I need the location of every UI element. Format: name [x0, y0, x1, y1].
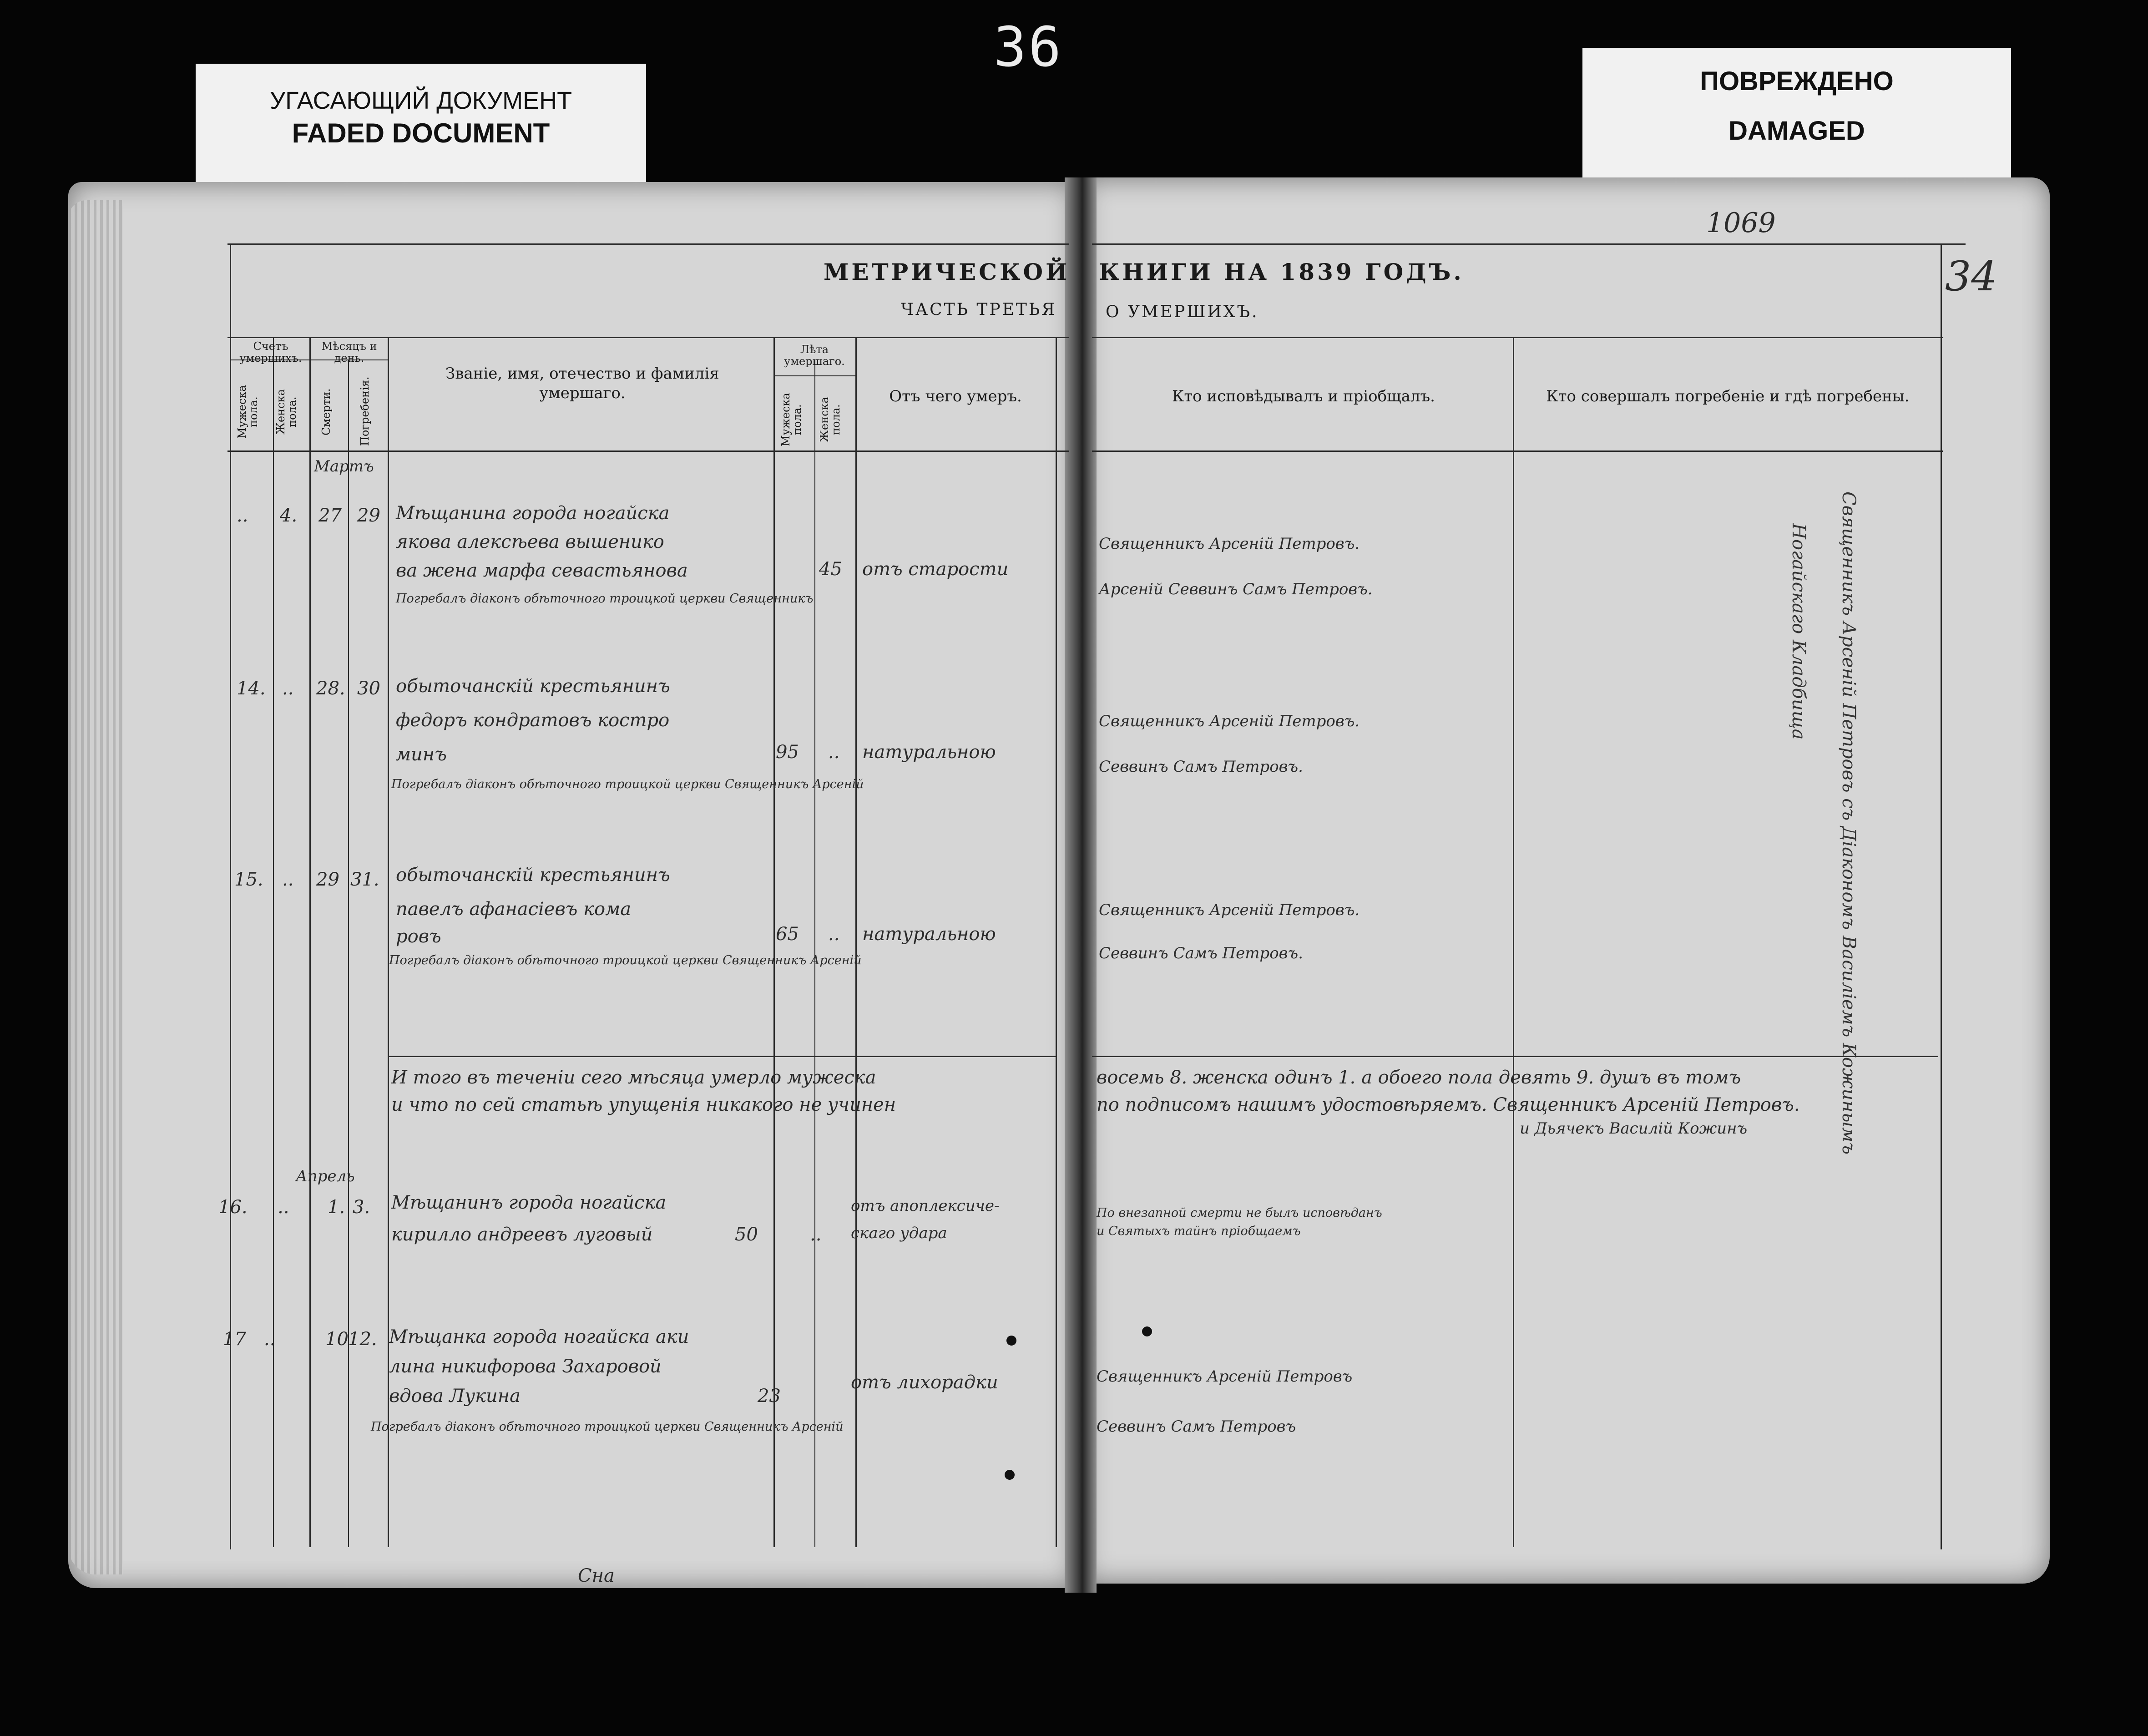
entry-count-male: 16.	[218, 1197, 248, 1218]
ink-blot	[1005, 1470, 1015, 1480]
entry-age-male: 50	[735, 1224, 758, 1245]
col-age-female: Женска пола.	[818, 397, 843, 443]
month-march: Мартъ	[314, 457, 374, 476]
col-rule	[773, 337, 775, 1547]
col-name: Званіе, имя, отечество и фамилія умершаго.	[445, 364, 719, 402]
entry-age-female: ..	[828, 924, 840, 945]
summary-left-line: и что по сей статьѣ упущенія никакого не учинен	[391, 1094, 896, 1115]
entry-death-day: 1.	[328, 1197, 345, 1218]
col-count-male: Мужеска пола.	[236, 385, 260, 439]
entry-burial-note: Погребалъ діаконъ обѣточного троицкой церкви Священникъ Арсеній	[371, 1420, 844, 1434]
entry-cause: натуральною	[862, 742, 996, 763]
summary-right-line: восемь 8. женска одинъ 1. а обоего пола девять 9. душъ въ томъ	[1097, 1067, 1741, 1088]
entry-cause: натуральною	[862, 924, 996, 945]
entry-name-line: ва жена марфа севастьянова	[396, 560, 688, 581]
entry-name-line: ровъ	[396, 926, 441, 947]
entry-age-female: 23	[758, 1386, 781, 1407]
entry-count-male: ..	[237, 505, 248, 526]
entry-confessor-line: Священникъ Арсеній Петровъ.	[1099, 901, 1360, 919]
entry-count-male: 17	[223, 1329, 246, 1350]
table-header-divider-right	[1092, 337, 1943, 338]
entry-confessor-line: Священникъ Арсеній Петровъ.	[1099, 712, 1360, 730]
col-cause: Отъ чего умеръ.	[889, 387, 1022, 405]
book-spine	[1065, 177, 1097, 1593]
right-border	[1941, 243, 1942, 1549]
entry-name-line: якова алексѣева вышенико	[396, 531, 664, 552]
entry-count-female: 4.	[280, 505, 298, 526]
header-title-left: МЕТРИЧЕСКОЙ	[824, 258, 1070, 285]
margin-note-far-right: Священникъ Арсеній Петровъ съ Діакономъ Василіемъ Кожинымъ	[1838, 491, 1859, 1154]
entry-burial-day: 12.	[348, 1329, 377, 1350]
entry-confessor-line: и Святыхъ тайнъ пріобщаемъ	[1097, 1224, 1301, 1238]
entry-name-line: кирилло андреевъ луговый	[391, 1224, 653, 1245]
col-rule	[1056, 337, 1057, 1547]
summary-signature: и Дьячекъ Василій Кожинъ	[1520, 1119, 1748, 1138]
entry-confessor-line: Севвинъ Самъ Петровъ	[1097, 1417, 1296, 1436]
header-part-left: ЧАСТЬ ТРЕТЬЯ	[901, 300, 1057, 319]
col-rule	[855, 337, 857, 1547]
entry-burial-day: 30	[357, 678, 380, 699]
col-age-male: Мужеска пола.	[779, 393, 804, 447]
col-rule	[309, 337, 311, 1547]
entry-confessor-line: Севвинъ Самъ Петровъ.	[1099, 758, 1303, 776]
col-count-female: Женска пола.	[274, 389, 299, 435]
entry-age-female: ..	[828, 742, 840, 763]
entry-name-line: павелъ афанасіевъ кома	[396, 899, 632, 920]
entry-age-female: 45	[819, 559, 842, 580]
faded-document-label	[196, 64, 646, 184]
entry-name-line: Мѣщанина города ногайска	[396, 503, 670, 524]
entry-death-day: 10	[325, 1329, 349, 1350]
entry-death-day: 29	[316, 869, 339, 890]
col-date-burial: Погребенія.	[359, 376, 371, 446]
entry-count-male: 15.	[234, 869, 263, 890]
entry-burial-day: 3.	[353, 1197, 370, 1218]
entry-burial-note: Погребалъ діаконъ обѣточного троицкой церкви Священникъ Арсеній	[391, 777, 864, 791]
table-header-divider	[227, 337, 1069, 338]
entry-name-line: обыточанскій крестьянинъ	[396, 865, 670, 886]
entry-count-female: ..	[278, 1197, 289, 1218]
col-age-group: Лѣта умершаго.	[784, 343, 845, 368]
col-rule	[273, 337, 274, 1547]
col-rule	[348, 359, 349, 1547]
entry-cause: отъ лихорадки	[851, 1372, 998, 1393]
entry-name-line: Мѣщанинъ города ногайска	[391, 1192, 667, 1213]
col-date-group: Мѣсяцъ и день.	[321, 340, 377, 365]
margin-note-right-inner: Ногайскаго Кладбища	[1788, 523, 1809, 740]
entry-count-female: ..	[282, 869, 294, 890]
entry-name-line: вдова Лукина	[389, 1386, 521, 1407]
entry-confessor-line: Севвинъ Самъ Петровъ.	[1099, 944, 1303, 962]
table-top-border	[227, 243, 1069, 245]
summary-left-line: И того въ теченіи сего мѣсяца умерло мужеска	[391, 1067, 876, 1088]
ink-blot	[1006, 1336, 1016, 1346]
ink-blot	[1142, 1326, 1152, 1336]
summary-rule-right	[1092, 1056, 1938, 1057]
entry-confessor-line: По внезапной смерти не былъ исповѣданъ	[1097, 1206, 1382, 1220]
margin-note-bottom: Сна	[578, 1565, 615, 1586]
damaged-label-ru: ПОВРЕЖДЕНО	[1700, 66, 1894, 96]
entry-confessor-line: Священникъ Арсеній Петровъ	[1097, 1367, 1353, 1386]
header-title-right: КНИГИ НА 1839 ГОДЪ.	[1099, 258, 1464, 285]
left-border	[230, 243, 231, 1549]
faded-label-ru: УГАСАЮЩИЙ ДОКУМЕНТ	[269, 87, 572, 114]
folio-number: 34	[1945, 253, 1997, 300]
entry-burial-day: 29	[357, 505, 380, 526]
entry-confessor-line: Священникъ Арсеній Петровъ.	[1099, 535, 1360, 553]
entry-age-female: ..	[810, 1224, 822, 1245]
entry-name-line: Мѣщанка города ногайска аки	[389, 1326, 689, 1347]
col-confessor: Кто исповѣдывалъ и пріобщалъ.	[1172, 387, 1435, 405]
table-header-bottom-right	[1092, 450, 1943, 452]
entry-count-female: ..	[282, 678, 294, 699]
summary-right-line: по подписомъ нашимъ удостовѣряемъ. Священникъ Арсеній Петровъ.	[1097, 1094, 1800, 1115]
archive-number-stamp: 1069	[1706, 207, 1776, 239]
table-header-bottom	[227, 450, 1069, 452]
entry-cause-line: отъ апоплексиче-	[851, 1197, 1000, 1215]
summary-rule	[388, 1056, 1056, 1057]
header-part-right: О УМЕРШИХЪ.	[1106, 303, 1259, 321]
entry-name-line: федоръ кондратовъ костро	[396, 710, 670, 731]
faded-label-en: FADED DOCUMENT	[292, 118, 550, 148]
damaged-label	[1582, 48, 2011, 180]
entry-name-line: минъ	[396, 744, 447, 765]
entry-age-male: 95	[776, 742, 799, 763]
entry-burial-day: 31.	[350, 869, 379, 890]
col-rule-right	[1513, 337, 1514, 1547]
col-date-death: Смерти.	[320, 388, 333, 435]
entry-cause: отъ старости	[862, 559, 1009, 580]
entry-name-line: обыточанскій крестьянинъ	[396, 676, 670, 697]
page-edges	[68, 200, 123, 1574]
entry-death-day: 28.	[316, 678, 345, 699]
col-count-group: Счетъ умершихъ.	[239, 340, 302, 365]
entry-confessor-line: Арсеній Севвинъ Самъ Петровъ.	[1099, 580, 1373, 598]
month-april: Апрель	[296, 1167, 355, 1185]
entry-death-day: 27	[318, 505, 342, 526]
subheader-rule	[773, 375, 855, 376]
damaged-label-en: DAMAGED	[1729, 116, 1865, 146]
entry-count-female: ..	[264, 1329, 276, 1350]
entry-burial-note: Погребалъ діаконъ обѣточного троицкой церкви Священникъ Арсеній	[389, 953, 862, 967]
entry-cause-line: скаго удара	[851, 1224, 947, 1242]
col-burial: Кто совершалъ погребеніе и гдѣ погребены.	[1546, 387, 1910, 405]
entry-burial-note: Погребалъ діаконъ обѣточного троицкой церкви Священникъ	[396, 592, 814, 606]
frame-number: 36	[993, 16, 1063, 79]
entry-count-male: 14.	[237, 678, 266, 699]
table-top-border-right	[1092, 243, 1966, 245]
entry-name-line: лина никифорова Захаровой	[389, 1356, 662, 1377]
entry-age-male: 65	[776, 924, 799, 945]
